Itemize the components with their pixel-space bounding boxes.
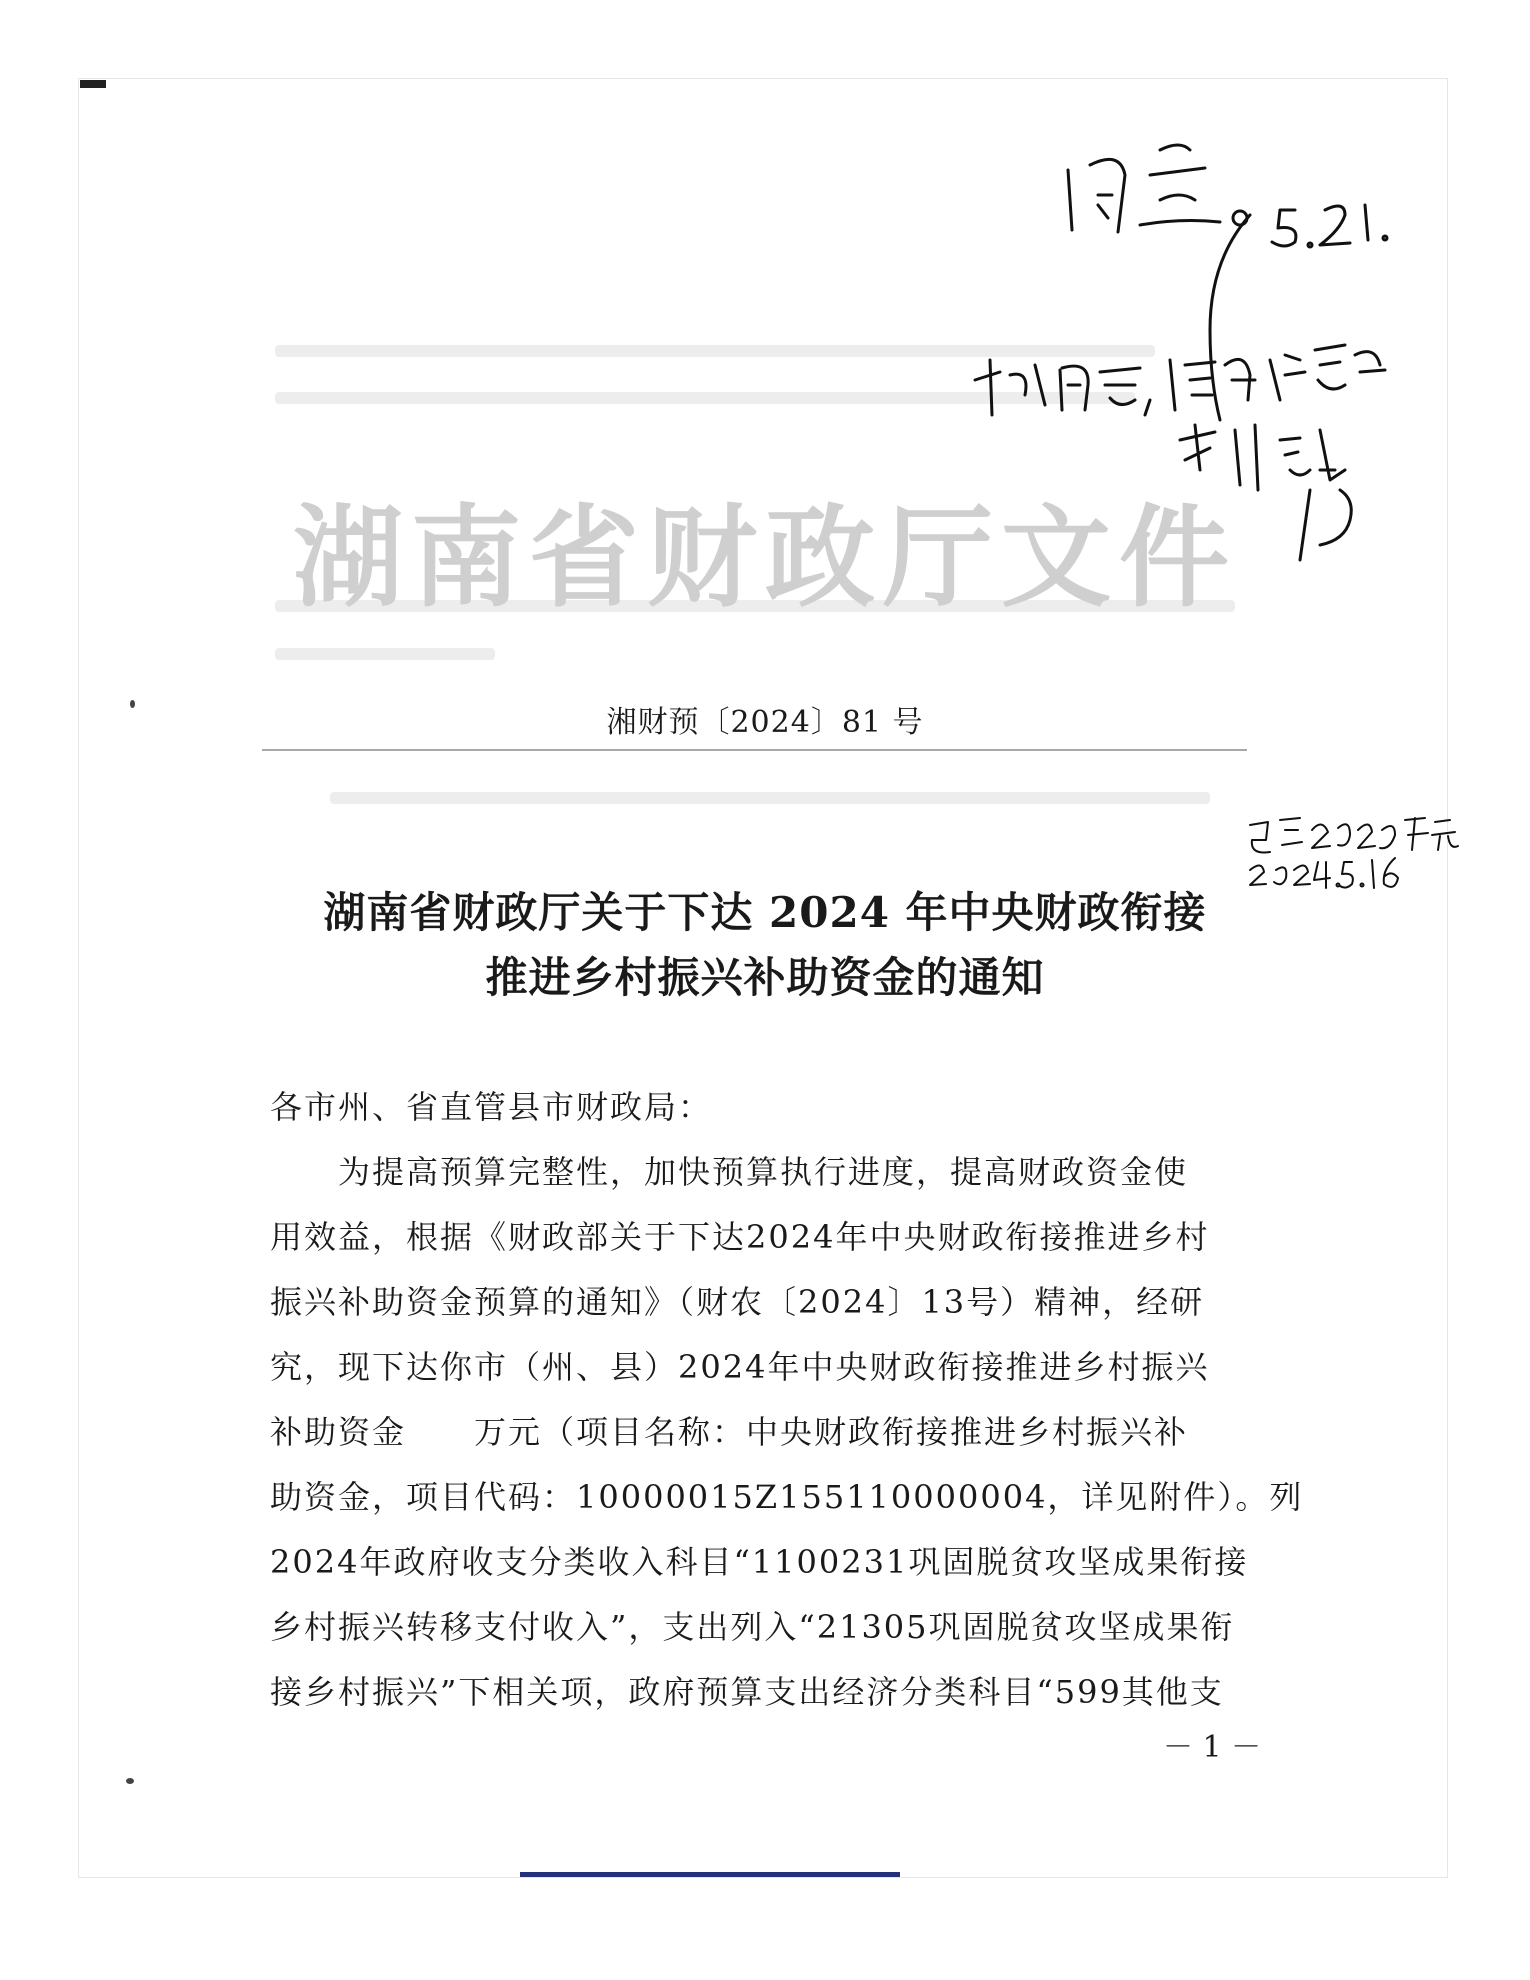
issuer-title: 湖南省财政厅文件 — [293, 493, 1237, 622]
document-title-line-1: 湖南省财政厅关于下达 2024 年中央财政衔接 — [323, 888, 1207, 937]
body-line: 助资金，项目代码：10000015Z155110000004，详见附件）。列 — [270, 1478, 1304, 1516]
handwritten-approval-date — [1272, 205, 1387, 247]
handwritten-margin-note — [1250, 818, 1458, 853]
body-line: 为提高预算完整性，加快预算执行进度，提高财政资金使 — [270, 1153, 1189, 1191]
page-number: － 1 － — [1163, 1730, 1262, 1765]
body-line: 振兴补助资金预算的通知》（财农〔2024〕13号）精神，经研 — [270, 1283, 1205, 1321]
document-number: 湘财预〔2024〕81 号 — [606, 705, 924, 740]
body-line: 用效益，根据《财政部关于下达2024年中央财政衔接推进乡村 — [270, 1218, 1210, 1256]
body-line: 究，现下达你市（州、县）2024年中央财政衔接推进乡村振兴 — [270, 1348, 1210, 1386]
body-line: 接乡村振兴”下相关项，政府预算支出经济分类科目“599其他支 — [270, 1673, 1224, 1711]
document-title-line-2: 推进乡村振兴补助资金的通知 — [485, 953, 1045, 1002]
body-line: 2024年政府收支分类收入科目“1100231巩固脱贫攻坚成果衔接 — [270, 1543, 1249, 1581]
handwritten-signature — [1180, 425, 1345, 490]
scan-speck — [126, 1778, 134, 1784]
addressee: 各市州、省直管县市财政局： — [270, 1088, 713, 1126]
body-line: 补助资金 万元（项目名称：中央财政衔接推进乡村振兴补 — [270, 1413, 1189, 1451]
scan-edge-mark — [520, 1872, 900, 1877]
handwritten-margin-date — [1250, 858, 1398, 888]
body-line: 乡村振兴转移支付收入”，支出列入“21305巩固脱贫攻坚成果衔 — [270, 1608, 1235, 1646]
handwritten-signature-date — [1300, 470, 1351, 560]
handwritten-recommendation — [975, 345, 1385, 415]
handwritten-approval — [1068, 145, 1247, 232]
scan-speck — [130, 700, 135, 708]
